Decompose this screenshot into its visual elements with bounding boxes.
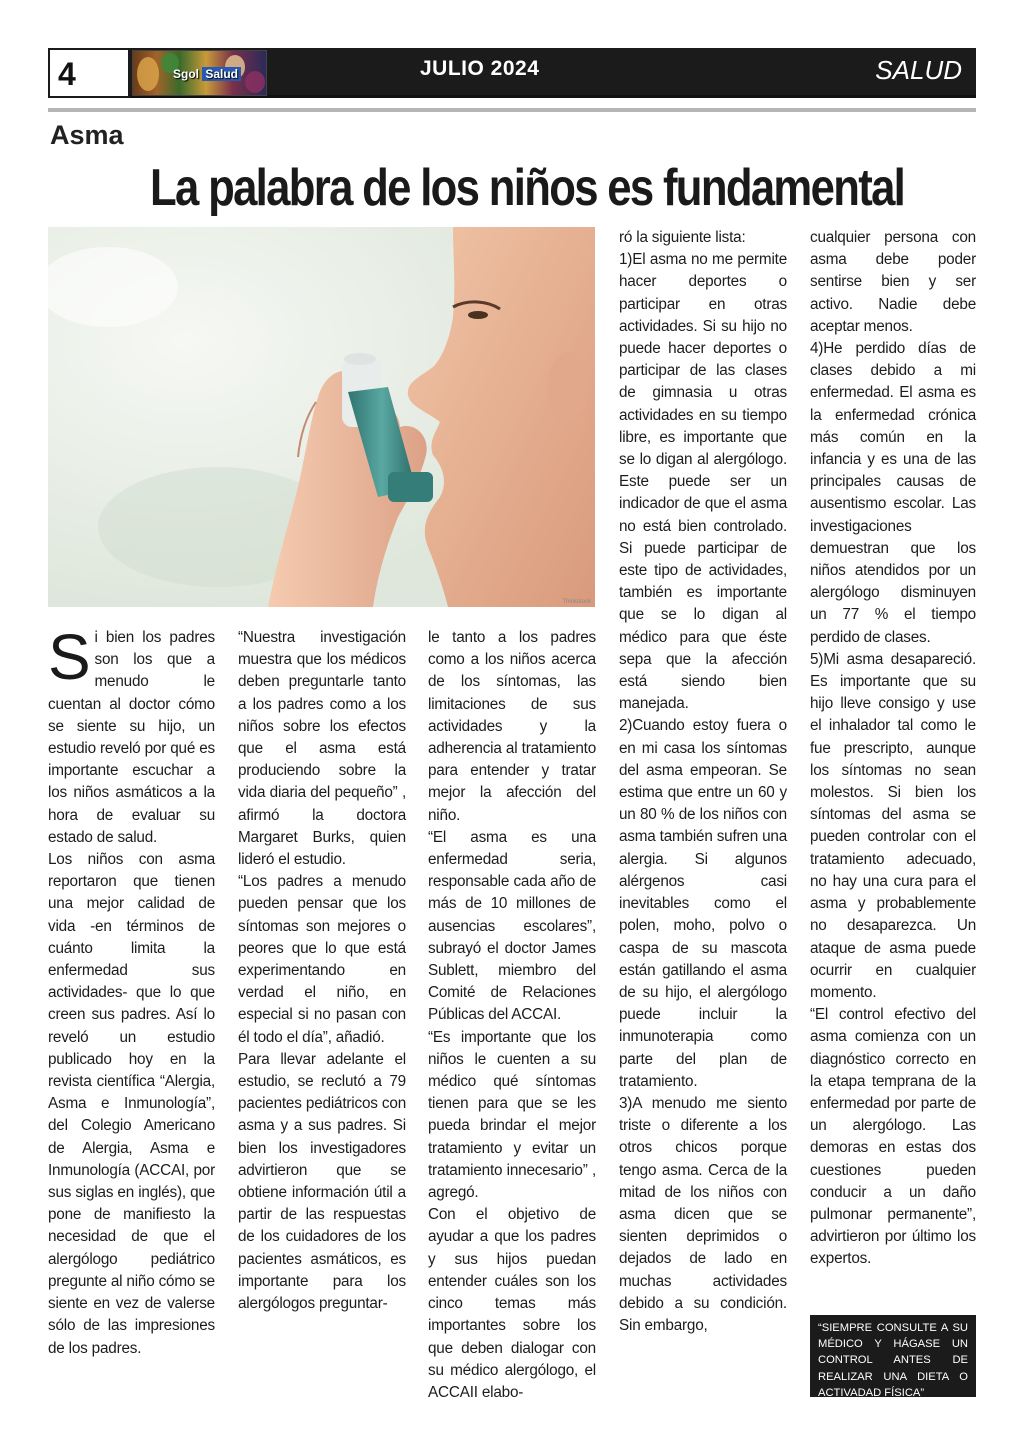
paragraph: ró la siguiente lista: — [619, 229, 746, 246]
paragraph: “El asma es una enfermedad seria, responsable cada año de más de 10 millones de ausencias escolares”, subrayó el doctor James Sublett, miembro del Comité de Relaciones Públicas del ACCAI. — [428, 828, 596, 1024]
photo-credit: Thinkstock — [562, 599, 591, 605]
section-name: SALUD — [875, 55, 962, 85]
paragraph: “El control efectivo del asma comienza con un diagnóstico correcto en la etapa temprana de la enfermedad por parte de un alergólogo. Las demoras en estas dos cuestiones pueden conducir a un daño pulmonar permanente”, advirtieron por último los expertos. — [810, 1006, 976, 1268]
logo-text-2: Salud — [202, 67, 241, 81]
man-with-inhaler-illustration — [48, 227, 595, 607]
article-kicker: Asma — [50, 120, 124, 150]
drop-cap: S — [48, 621, 91, 693]
publication-logo — [132, 50, 267, 96]
article-column-3 — [428, 627, 596, 1404]
paragraph: cualquier persona con asma debe poder sentirse bien y ser activo. Nadie debe aceptar menos. — [810, 229, 976, 335]
list-item: 5)Mi asma desapareció. Es importante que su hijo lleve consigo y use el inhalador tal como le fue prescripto, aunque los síntomas no sean molestos. Si bien los síntomas del asma se pueden controlar con el tratamiento adecuado, no hay una cura para el asma y probablemente no desaparezca. Un ataque de asma puede ocurrir en cualquier momento. — [810, 650, 976, 1001]
article-column-2 — [238, 627, 406, 1315]
article-column-1 — [48, 621, 215, 1360]
article-column-5 — [810, 227, 976, 1271]
paragraph: “Nuestra investigación muestra que los médicos deben preguntarle tanto a los padres como a los niños sobre los efectos que el asma está produciendo sobre la vida diaria del pequeño” , afirmó la doctora Margaret Burks, quien lideró el estudio. — [238, 629, 406, 869]
paragraph: le tanto a los padres como a los niños acerca de los síntomas, las limitaciones de sus actividades y la adherencia al tratamiento para entender y tratar mejor la afección del niño. — [428, 629, 596, 824]
advice-callout: “SIEMPRE CONSULTE A SU MÉDICO Y HÁGASE UN CONTROL ANTES DE REALIZAR UNA DIETA O ACTIVADAD FÍSICA” — [810, 1315, 976, 1397]
paragraph: Con el objetivo de ayudar a que los padres y sus hijos puedan entender cuáles son los cinco temas más importantes sobre los que deben dialogar con su médico alergólogo, el ACCAII elabo- — [428, 1206, 596, 1401]
paragraph: i bien los padres son los que a menudo le cuentan al doctor cómo se siente su hijo, un estudio reveló por qué es importante escuchar a los niños asmáticos a la hora de evaluar su estado de salud. — [48, 629, 215, 846]
issue-date: JULIO 2024 — [420, 57, 540, 80]
paragraph: “Los padres a menudo pueden pensar que los síntomas son mejores o peores que lo que está experimentando en verdad el niño, en especial si no pasan con él todo el día”, añadió. — [238, 873, 406, 1046]
paragraph: “Es importante que los niños le cuenten a su médico qué síntomas tienen para que se les pueda brindar el mejor tratamiento y evitar un tratamiento innecesario” , agregó. — [428, 1028, 596, 1202]
logo-text-1: Sgol — [173, 67, 199, 81]
list-item: 1)El asma no me permite hacer deportes o participar en otras actividades. Si su hijo no puede hacer deportes o participar de las clases de gimnasia u otras actividades en su tiempo libre, es importante que se lo digan al alergólogo. Este puede ser un indicador de que el asma no está bien controlado. Si puede participar de este tipo de actividades, también es importante que se lo digan al médico para que éste sepa que la afección está siendo bien manejada. — [619, 251, 787, 713]
page-number: 4 — [58, 56, 76, 92]
list-item: 4)He perdido días de clases debido a mi enfermedad. El asma es la enfermedad crónica más común en la infancia y es una de las principales causas de ausentismo escolar. Las investigaciones demuestran que los niños atendidos por un alergólogo disminuyen un 77 % el tiempo perdido de clases. — [810, 340, 976, 646]
list-item: 2)Cuando estoy fuera o en mi casa los síntomas del asma empeoran. Se estima que entre un 60 y un 80 % de los niños con asma también sufren una alergia. Si algunos alérgenos casi inevitables como el polen, moho, polvo o caspa de su mascota están gatillando el asma de su hijo, el alergólogo puede incluir la inmunoterapia como parte del plan de tratamiento. — [619, 717, 788, 1090]
article-column-4 — [619, 227, 787, 1337]
header-rule — [48, 108, 976, 112]
article-photo — [48, 227, 595, 607]
paragraph: Los niños con asma reportaron que tienen una mejor calidad de vida -en términos de cuánto limita la enfermedad sus actividades- que lo que creen sus padres. Así lo reveló un estudio publicado hoy en la revista científica “Alergia, Asma e Inmunología”, del Colegio Americano de Alergia, Asma e Inmunología (ACCAI, por sus siglas en inglés), que pone de manifiesto la necesidad de que el alergólogo pediátrico pregunte al niño cómo se siente en vez de valerse sólo de las impresiones de los padres. — [48, 851, 215, 1357]
list-item: 3)A menudo me siento triste o diferente a los otros chicos porque tengo asma. Cerca de la mitad de los niños con asma dicen que se sienten deprimidos o dejados de lado en muchas actividades debido a su condición. Sin embargo, — [619, 1094, 787, 1334]
paragraph: Para llevar adelante el estudio, se reclutó a 79 pacientes pediátricos con asma y a sus padres. Si bien los investigadores advirtieron que se obtiene información útil a partir de las respuestas de los cuidadores de los pacientes asmáticos, es importante para los alergólogos preguntar- — [238, 1050, 406, 1313]
article-headline: La palabra de los niños es fundamental — [150, 159, 905, 217]
logo-text — [173, 67, 241, 81]
